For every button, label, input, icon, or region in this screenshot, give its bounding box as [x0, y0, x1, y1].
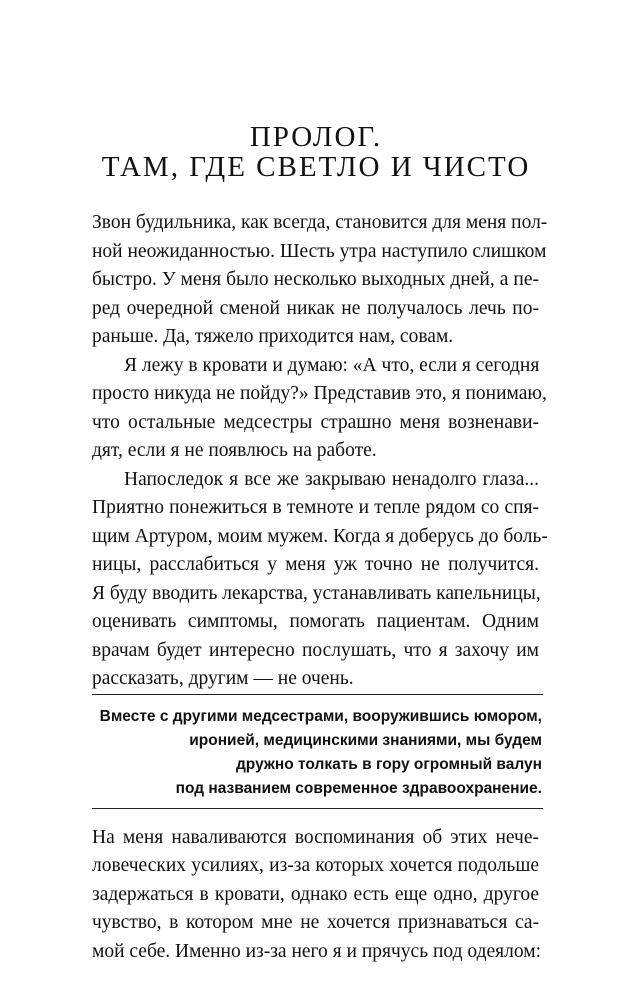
chapter-title-line-2: ТАМ, ГДЕ СВЕТЛО И ЧИСТО	[101, 151, 531, 183]
text-line: ной неожиданностью. Шесть утра наступило слишком	[92, 241, 547, 262]
text-line: Приятно понежиться в темноте и тепле рядом со спя-	[92, 497, 539, 518]
text-line: Я лежу в кровати и думаю: «А что, если я сегодня	[124, 355, 540, 376]
text-line: рассказать, другим — не очень.	[92, 668, 354, 689]
text-line: Звон будильника, как всегда, становится для меня пол-	[92, 212, 548, 233]
text-line: мой себе. Именно из-за него я и прячусь под одеялом:	[92, 941, 541, 962]
text-line: Я буду вводить лекарства, устанавливать капельницы,	[92, 583, 541, 604]
chapter-title-line-1: ПРОЛОГ.	[249, 121, 383, 153]
text-line: ловеческих усилиях, из-за которых хочется подольше	[92, 855, 539, 876]
pullquote-line: под названием современное здравоохранение.	[175, 780, 542, 797]
text-line: раньше. Да, тяжело приходится нам, совам.	[92, 326, 454, 347]
text-line: оценивать симптомы, помогать пациентам. Одним	[92, 611, 539, 632]
text-line: врачам будет интересно послушать, что я захочу им	[92, 640, 539, 661]
pullquote-top-rule	[92, 694, 543, 695]
text-line: задержаться в кровати, однако есть еще одно, другое	[92, 884, 539, 905]
pullquote-line: иронией, медицинскими знаниями, мы будем	[189, 732, 542, 749]
text-line: просто никуда не пойду?» Представив это, я понимаю,	[92, 383, 547, 404]
pullquote-line: Вместе с другими медсестрами, вооружившись юмором,	[99, 708, 542, 725]
text-line: быстро. У меня было несколько выходных дней, а пе-	[92, 269, 539, 290]
text-line: На меня наваливаются воспоминания об этих нече-	[92, 827, 539, 848]
text-line: щим Артуром, моим мужем. Когда я доберусь до боль-	[92, 526, 548, 547]
pullquote-bottom-rule	[92, 808, 543, 809]
text-line: что остальные медсестры страшно меня возненави-	[92, 412, 539, 433]
text-line: дят, если я не появлюсь на работе.	[92, 440, 377, 461]
text-line: чувство, в котором мне не хочется признаваться са-	[92, 912, 539, 933]
text-line: Напоследок я все же закрываю ненадолго глаза...	[124, 469, 539, 490]
text-line: ницы, расслабиться у меня уж точно не получится.	[92, 554, 539, 575]
pullquote-line: дружно толкать в гору огромный валун	[235, 756, 542, 773]
text-line: ред очередной сменой никак не получалось лечь по-	[92, 298, 539, 319]
